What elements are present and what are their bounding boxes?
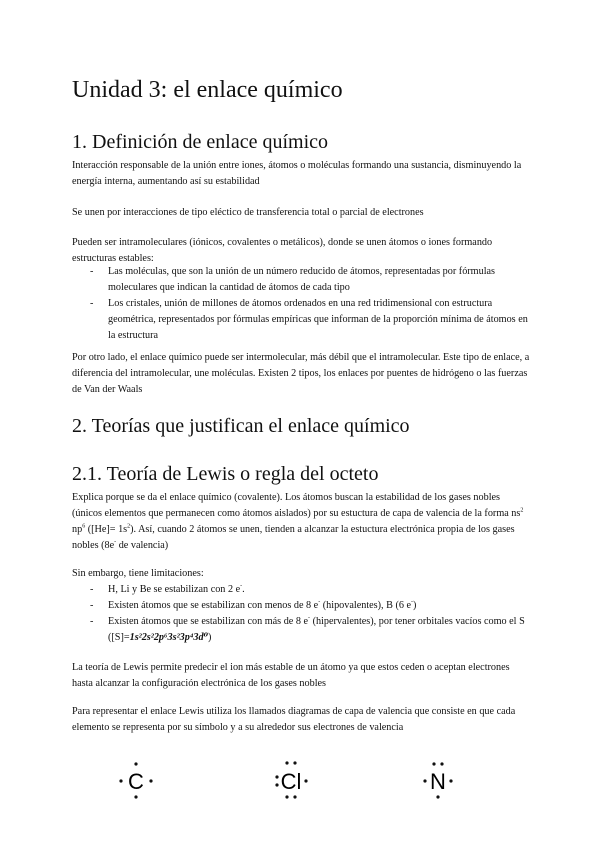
limitations-list bbox=[72, 582, 532, 646]
lewis-symbol: N bbox=[430, 769, 446, 794]
section-1-paragraph-2: Se unen por interacciones de tipo eléctico de transferencia total o parcial de electrones bbox=[72, 207, 424, 218]
limitations-intro: Sin embargo, tiene limitaciones: bbox=[72, 568, 204, 579]
section-2-1-heading: 2.1. Teoría de Lewis o regla del octeto bbox=[72, 463, 379, 485]
sulfur-configuration: 1s²2s²2p⁶3s²3p⁴3d⁰ bbox=[129, 632, 209, 643]
lewis-symbol: Cl bbox=[280, 769, 302, 794]
list-item: - Las moléculas, que son la unión de un número reducido de átomos, representadas por fórmulas moleculares que indican la cantidad de átomos de cada tipo bbox=[90, 266, 496, 293]
list-item: - Los cristales, unión de millones de átomos ordenados en una red tridimensional con estructura geométrica, representados por fórmulas empíricas que informan de la proporción mínima de átomos en la estructura bbox=[90, 298, 528, 341]
lewis-paragraph-3: La teoría de Lewis permite predecir el ion más estable de un átomo ya que estos ceden o aceptan electrones hasta alcanzar la configuración electrónica de los gases nobles bbox=[72, 662, 510, 689]
lewis-diagram-carbon bbox=[106, 752, 166, 812]
section-1-paragraph-1: Interacción responsable de la unión entre iones, átomos o moléculas formando una sustancia, disminuyendo la energía interna, aumentando así su estabilidad bbox=[72, 160, 522, 187]
list-item: - H, Li y Be se estabilizan con 2 e-. bbox=[90, 583, 245, 595]
page-title: Unidad 3: el enlace químico bbox=[72, 77, 343, 103]
structures-list bbox=[72, 264, 532, 344]
lewis-symbol: C bbox=[128, 769, 144, 794]
lewis-diagram-chlorine bbox=[261, 752, 321, 812]
list-item: - Existen átomos que se estabilizan con menos de 8 e- (hipovalentes), B (6 e-) bbox=[90, 599, 417, 611]
section-1-heading: 1. Definición de enlace químico bbox=[72, 131, 329, 153]
lewis-paragraph-4: Para representar el enlace Lewis utiliza los llamados diagramas de capa de valencia que consiste en que cada elemento se representa por su símbolo y a su alrededor sus electrones de valencia bbox=[72, 706, 516, 733]
list-item-text: Los cristales, unión de millones de átomos ordenados en una red tridimensional con estructura geométrica, representados por fórmulas empíricas que informan de la proporción mínima de átomos en la estructura bbox=[108, 298, 528, 341]
lewis-diagram-nitrogen bbox=[408, 752, 468, 812]
section-1-paragraph-3: Pueden ser intramoleculares (iónicos, covalentes o metálicos), donde se unen átomos o iones formando estructuras estables: bbox=[72, 237, 493, 264]
section-2-heading: 2. Teorías que justifican el enlace químico bbox=[72, 415, 410, 437]
list-item: - Existen átomos que se estabilizan con más de 8 e- (hipervalentes), por tener orbitales vacíos como el S ([S]=1s²2s²2p⁶3s²3p⁴3d⁰) bbox=[90, 615, 525, 643]
lewis-paragraph-1: Explica porque se da el enlace químico (covalente). Los átomos buscan la estabilidad de los gases nobles (únicos elementos que permanecen como átomos aislados) por su estuctura de capa de valencia de la forma $ns^2$ $np^6$ $([He]= 1s^2)$. Así, cuando 2 átomos se unen, tienden a alcanzar la estuctura electrónica propia de los gases nobles (8e- de valencia) bbox=[72, 492, 524, 551]
list-item-text: Las moléculas, que son la unión de un número reducido de átomos, representadas por fórmulas moleculares que indican la cantidad de átomos de cada tipo bbox=[108, 266, 496, 293]
section-1-paragraph-4: Por otro lado, el enlace químico puede ser intermolecular, más débil que el intramolecular. Este tipo de enlace, a diferencia del intramolecular, une moléculas. Existen 2 tipos, los enlaces por puentes de hidrógeno o las fuerzas de Van der Waals bbox=[72, 352, 530, 395]
